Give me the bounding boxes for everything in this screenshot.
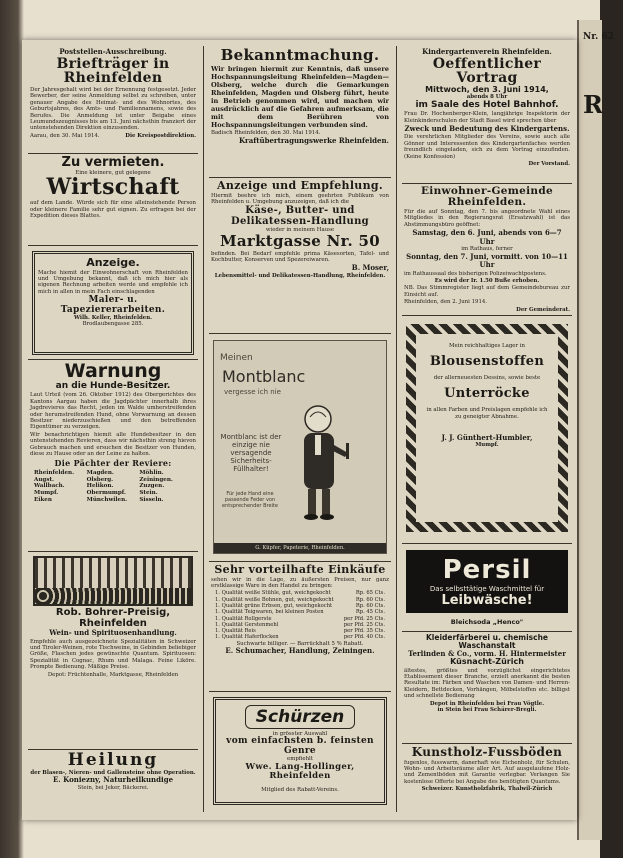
price-value: Rp. 60 Cts. [355,596,385,603]
reviere-item: Sisseln. [139,497,164,504]
reviere-item: Helikon. [86,483,114,490]
ad-date: Sonntag, den 7. Juni, vormitt. von 10—11 Uhr [406,251,568,270]
price-value: Rp. 60 Cts. [355,602,385,609]
ad-body: ältestes, größtes und vorzüglichst eingerichtetes Etablissement dieser Branche, erzielt anerkannt die besten Resultate im: Färben und Waschen von Damen- und Herren-Kleidern, Bettdecken, Vorhängen, Möbelstoffen etc. billigst und schnellste Bedienung [404,667,570,700]
ad-topic: Zweck und Bedeutung des Kindergartens. [404,123,570,133]
ad-title: Briefträger in Rheinfelden [56,55,170,87]
newspaper-page [22,40,577,820]
ad-tenants-title: Die Pächter der Reviere: [54,458,172,469]
montblanc-small: Für jede Hand eine passende Feder von entsprechender Breite [222,491,278,509]
ad-notice [209,46,391,178]
adjacent-page-letter: R [583,90,603,119]
ad-footer: Badisch Rheinfelden, den 30. Mai 1914. [211,129,321,136]
price-item: 1. Qualität Haferflocken [215,634,279,641]
price-value: per Pfd. 25 Cts. [343,621,385,628]
ad-date: Mittwoch, den 3. Juni 1914, [425,84,549,94]
ad-trade: Maler- u. Tapeziererarbeiten. [60,295,166,315]
ad-speaker: Frau Dr. Hochenberger-Klein, langjährige Inspektorin der Kleinkinderschulen der Stadt Basel wird sprechen über [404,111,570,124]
ad-kicker: Kindergartenverein Rheinfelden. [422,47,552,56]
ad-name: Wwe. Lang-Hollinger, Rheinfelden [245,761,355,781]
ad-cheese [209,178,391,334]
ad-body: Die verehrlichen Mitglieder des Vereins, sowie auch alle Gönner und Interessenten des Kindergartenfaches werden freundlich eingeladen, sich zu dem Vortrag einzufinden. (Keine Konfession) [404,134,570,160]
ad-title: Kleiderfärberei u. chemische Waschanstalt [425,633,549,650]
ad-dyer [402,632,572,744]
column-rule [203,46,204,812]
gentleman-figure-illustration [288,403,358,523]
ad-city: Küsnacht-Zürich [450,657,524,667]
ad-time: abends 8 Uhr [466,94,508,101]
ad-painter [28,246,198,360]
ad-address: Stein, bei Jeker, Bäckerei. [77,784,149,791]
column-right [402,46,572,816]
column-left [28,46,198,816]
ad-extra: Depot: Früchtenhalle, Marktgasse, Rheinfelden [47,671,179,678]
ad-intro: Mein reichhaltiges Lager in [449,343,525,349]
ad-title: Anzeige. [86,256,140,269]
ad-body: Wir benachrichtigen hiemit alle Hundebesitzer in den untenstehenden Revieren, dass wir nächsthin streng hievon Gebrauch machen und ersuchen die Besitzer von Hunden, diese zu Hause oder an der Leine zu halten. [30,431,196,458]
reviere-item: Möhlin. [139,469,164,476]
ornamental-frame [406,324,568,532]
reviere-item: Mumpf. [34,490,59,497]
ad-name: E. Schumacher, Handlung, Zeiningen. [225,646,375,656]
ad-name: E. Koniezny, Naturheilkundige [52,775,174,785]
price-value: per Pfd. 25 Cts. [343,615,385,622]
price-value: per Pfd. 35 Cts. [343,628,385,635]
ad-title: Kunstholz-Fussböden [411,745,563,759]
reviere-item: Rheinfelden. [34,469,75,476]
ad-title: Bekanntmachung. [220,46,380,64]
price-item: 1. Qualität grüne Erbsen, gut, weichgekocht [215,602,333,609]
ad-note: Suchwarte billiger. — Barrückhalt 5 % Rabatt. [236,640,364,647]
montblanc-photo [213,340,387,554]
price-value: Rp. 45 Cts. [355,609,385,616]
ad-title: Heilung [67,750,159,770]
reviere-list [30,470,196,504]
ad-signature: Der Gemeinderat. [516,306,570,313]
ad-mid: der allerneuesten Dessins, sowie beste [433,375,541,382]
ad-trade: Lebensmittel- und Delikatessen-Handlung, Rheinfelden. [214,272,386,279]
ad-subtitle: an die Hunde-Besitzer. [55,380,171,391]
reviere-item: Olsberg. [86,476,114,483]
reviere-item: Magden. [86,469,114,476]
ad-body: befinden. Bei Bedarf empfehle prima Käsesorten, Tafel- und Kochbutter, Konserven und Spezereiwaren. [211,250,389,263]
ad-body: in allen Farben und Preislagen empfehle ich zu geneigter Abnahme. [426,407,548,420]
reviere-item: Zuzgen. [139,483,165,490]
price-list [211,590,389,640]
ad-footer: Rheinfelden, den 2. Juni 1914. [404,299,488,306]
wine-cellar-illustration [33,556,193,606]
ad-sub2: empfiehlt [287,756,313,763]
price-item: 1. Qualität Teigwaren, bei kleinen Posten [215,609,324,616]
reviere-item: Obermumpf. [86,490,126,497]
ad-persil [402,544,572,632]
ad-depot: Depot in Rheinfelden bei Frau Vögtle. [429,700,545,707]
ad-floors [402,744,572,796]
ad-place: im Saale des Hotel Bahnhof. [415,99,559,110]
reviere-item: Augst. [34,476,54,483]
ad-title: Einwohner-Gemeinde Rheinfelden. [421,185,553,209]
ad-note: Es wird der Ir. 1.50 Buße erhoben. [434,278,540,285]
column-rule [396,46,397,812]
ad-community [402,184,572,316]
ad-body: Wir bringen hiermit zur Kenntnis, daß unsere Hochspannungsleitung Rheinfelden—Magden—Olsberg, welche durch die Gemarkungen Rheinfelden, Magden und Olsberg führt, heute in Betrieb genommen wird, und machen wir ausdrücklich auf die Gefahren aufmerksam, die mit dem Berühren von Hochspannungsleitungen verbunden sind. [211,64,389,129]
price-item: 1. Qualität Gerstenmehl [215,621,279,628]
ad-sub: Eine kleinere, gut gelegene [75,169,151,176]
ad-footer: Schweizer. Kunstholzfabrik, Thalwil-Zürich [421,786,553,793]
price-item: 1. Qualität Rollgerste [215,615,272,622]
ad-name: B. Moser, [351,263,389,273]
price-item: 1. Qualität Reis [215,628,256,635]
ad-body: fugenlos, fusswarm, danerhaft wie Eichenholz, für Schulen, Wohn- und Arbeitsräume aller Art. Auf ausgelaufene Holz- und Zementböden mit Garantie verlegbar. Verlangen Sie kostenlose Offerte bei Angabe des benötigten Quantums. [404,759,570,785]
montblanc-line2: Montblanc [222,367,306,386]
reviere-item: Stein. [139,490,158,497]
ad-mid: im Rathaus, ferner [461,246,513,253]
ad-title: Blousenstoffen [429,354,545,370]
ad-title: Schürzen [245,705,355,729]
reviere-item: Wallbach. [34,483,65,490]
ad-signature: Der Vorstand. [528,161,570,168]
ad-signature: Die Kreispostdirektion. [125,132,196,139]
ad-wine [28,552,198,750]
ad-kicker: Poststellen-Ausschreibung. [59,47,167,56]
ad-title: Sehr vorteilhafte Einkäufe [214,563,386,576]
ad-name: Wirtschaft [46,174,180,201]
reviere-item: Münchwilen. [86,497,128,504]
reviere-item: Zeiningen. [139,476,173,483]
ad-address: Brodlaubengasse 285. [82,321,144,328]
ad-body: Der Jahresgehalt wird bei der Ernennung festgesetzt. Jeder Bewerber, der seine Anmeldung selbst zu schreiben, unter genauer Angabe des Heimat- und des Wohnortes, des Geburtsjahres, des Amts- und Familiennamens, sowie des Berufes. Die Anmeldung ist unter Beigabe eines Leumundszeugnisses bis am 13. Juni nächsthin franziert der untenstehenden Direktion einzusenden. [30,86,196,132]
price-value: Rp. 65 Cts. [355,590,385,597]
persil-line2: Leibwäsche! [441,593,533,608]
montblanc-caption: G. Küpfer, Papeterie, Rheinfelden. [214,543,386,553]
ad-footer: Aarau, den 30. Mai 1914. [30,132,100,139]
ad-sub: der Blasen-, Nieren- und Gallensteine ohne Operation. [30,769,196,776]
ad-title: Warnung [64,360,162,382]
ad-signature: Kraftübertragungswerke Rheinfelden. [238,136,389,146]
ad-dog-warning [28,360,198,552]
adjacent-page-edge [577,20,614,840]
ad-sub: Wein- und Spirituosenhandlung. [49,628,177,637]
ad-intro: sehen wir in die Lage, zu äußersten Preisen, nur ganz erstklassige Ware in den Handel zu bringen: [211,576,389,589]
ad-intro: Hiermit beehre ich mich, einem geehrten Publikum von Rheinfelden u. Umgebung anzuzeigen, daß ich die [211,192,389,205]
adjacent-page-number: Nr. 62 [583,32,614,42]
ad-blouses [402,316,572,544]
ad-aprons [209,692,391,807]
ad-name: Rob. Bohrer-Preisig, Rheinfelden [55,607,171,629]
ad-address: Marktgasse Nr. 50 [219,231,381,250]
ad-title: Oeffentlicher Vortrag [432,55,542,87]
ad-bargains [209,562,391,692]
ad-range: vom einfachsten b. feinsten Genre [226,736,374,756]
ad-montblanc [209,334,391,562]
montblanc-body: Montblanc ist der einzige nie versagende Sicherheits-Füllhalter! [220,433,282,473]
price-item: 1. Qualität weiße Stühle, gut, weichgekocht [215,590,331,597]
montblanc-line3: vergesse ich nie [224,388,281,396]
ad-depot: in Stein bei Frau Schärer-Bregli. [437,707,537,714]
ad-title: Anzeige und Empfehlung. [216,179,384,192]
ad-postmaster [28,46,198,154]
ad-body: Für die auf Sonntag, den 7. bis angeordnete Wahl eines Mitgliedes in den Regierungsrat (Ersatzwahl) ist das Abstimmungsbüro geöffnet: [404,209,570,228]
ad-footer: Mitglied des Rabatt-Vereins. [261,786,339,793]
ad-rent [28,154,198,246]
ad-sub: in grösster Auswahl [272,731,328,737]
persil-footer: Bleichsoda „Henco" [450,618,524,626]
ad-title2: Unterröcke [444,386,530,402]
ad-body: Laut Urteil (vom 26. Oktober 1912) des Obergerichtes des Kantons Aargau haben die Jagdpächter innerhalb ihres Jagdrevieres das Recht, jeden im Walde umherstreifenden oder herumstreifenden Hund, ohne Vorwarnung an dessen Besitzer niederzuschießen und den betreffenden Eigentümer zu verzeigen. [30,392,196,431]
persil-line1: Das selbsttätige Waschmittel für [429,585,545,593]
ad-lecture [402,46,572,184]
persil-logo: Persil [442,555,532,585]
price-item: 1. Qualität weiße Bohnen, gut, weichgekocht [215,596,334,603]
ad-healing [28,750,198,794]
ad-note2: NB. Das Stimmregister liegt auf dem Gemeindebureau zur Einsicht auf. [404,285,570,298]
ad-body: Empfehle auch ausgezeichnete Spezialitäten in Schweizer und Tiroler-Weinen, rote Tischweine, in Gebinden beliebiger Größe, Flaschen jedes gewünschte Quantum. Spirituosen: Spezialität in Cognac, Rhum und Malaga. Feine Liköre. Prompte Bedienung. Mäßige Preise. [30,638,196,671]
montblanc-line1: Meinen [220,353,253,363]
ad-product: Käse-, Butter- und Delikatessen-Handlung [231,205,369,227]
ad-transfer: wieder in meinem Hause [265,227,335,234]
ad-name: Terlinden & Co., vorm. H. Hintermeister [408,648,566,658]
ad-body: im Rathaussaal des bisherigen Polizeiwachtpostens. [404,270,547,277]
ad-name: Wilh. Keller, Rheinfelden. [73,315,153,322]
ad-name: J. J. Günthert-Humbler, [441,432,533,442]
price-value: per Pfd. 40 Cts. [343,634,385,641]
ad-body: auf dem Lande. Würde sich für eine alleinstehende Person oder kleinere Familie sehr gut eignen. Zu erfragen bei der Expedition dieses Blattes. [30,200,196,219]
ad-body: Mache hiemit der Einwohnerschaft von Rheinfelden und Umgebung bekannt, daß ich mich hier als eigenen Rechnung arbeiten werde und empfehle ich mich in allen in mein Fach einschlagenden [38,269,188,295]
ad-date: Samstag, den 6. Juni, abends von 6—7 Uhr [412,228,562,246]
reviere-item: Eiken [34,497,52,504]
column-middle [209,46,391,816]
ad-title: Zu vermieten. [61,155,165,170]
ad-place: Mumpf. [475,442,499,449]
